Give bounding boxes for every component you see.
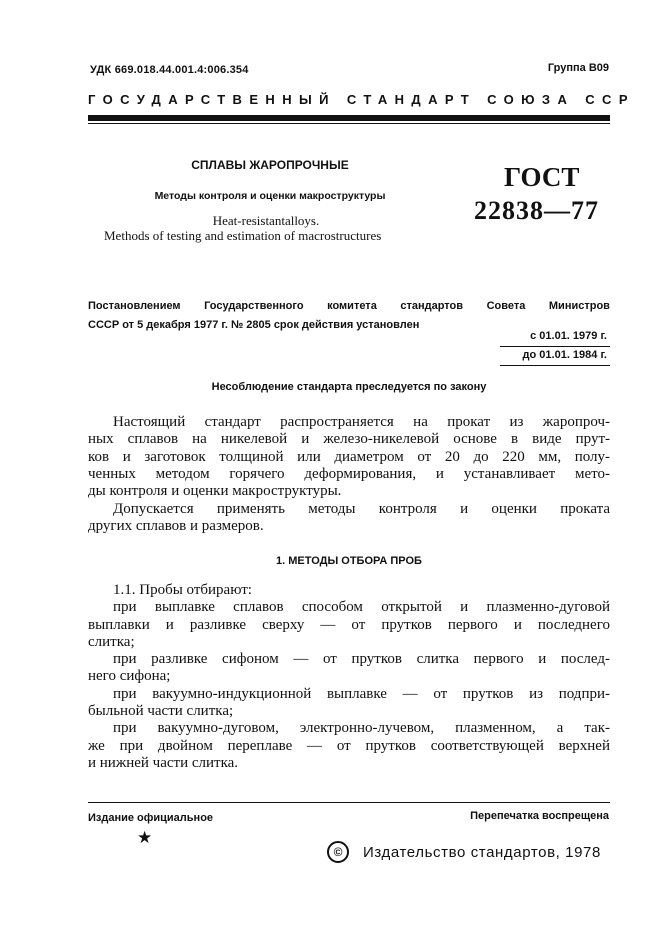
decree-word: комитета	[327, 300, 377, 312]
publisher-line	[327, 841, 601, 863]
text-line: быльной части слитка;	[88, 703, 234, 720]
header-rule-thick	[88, 115, 610, 121]
gost-number: 22838—77	[474, 196, 599, 225]
valid-from-underline	[500, 346, 610, 347]
decree-line-1	[88, 297, 610, 316]
section-1-title: 1. МЕТОДЫ ОТБОРА ПРОБ	[276, 555, 422, 567]
decree-line-2: СССР от 5 декабря 1977 г. № 2805 срок действия установлен	[88, 319, 420, 331]
valid-to-underline	[500, 365, 610, 366]
text-line: ков и заготовок толщиной или диаметром от 20 до 220 мм, полу-	[88, 448, 610, 465]
intro-paragraph-1	[88, 414, 610, 500]
star-icon: ★	[137, 828, 153, 847]
decree-word: Министров	[548, 300, 610, 312]
text-line: выплавки и разливке сверху — от прутков первого и последнего	[88, 616, 610, 633]
decree-word: Совета	[486, 300, 526, 312]
text-line: Допускается применять методы контроля и оценки проката	[113, 501, 610, 517]
text-line: при выплавке сплавов способом открытой и плазменно-дуговой	[113, 599, 610, 616]
document-title: СПЛАВЫ ЖАРОПРОЧНЫЕ	[191, 158, 349, 172]
text-line: Настоящий стандарт распространяется на прокат из жаропроч-	[113, 414, 610, 430]
footer-rule	[88, 802, 610, 803]
official-edition: Издание официальное	[88, 812, 214, 824]
law-notice: Несоблюдение стандарта преследуется по закону	[211, 381, 487, 393]
state-standard-heading: ГОСУДАРСТВЕННЫЙ СТАНДАРТ СОЮЗА ССР	[88, 92, 635, 107]
section-item-heading: 1.1. Пробы отбирают:	[113, 582, 252, 598]
english-title-line-1: Heat-resistantalloys.	[212, 213, 320, 228]
copyright-icon: ©	[327, 841, 349, 863]
decree-word: стандартов	[400, 300, 464, 312]
publisher-name: Издательство стандартов, 1978	[363, 843, 601, 861]
document-subtitle: Методы контроля и оценки макроструктуры	[154, 190, 386, 202]
valid-from-date: с 01.01. 1979 г.	[530, 330, 607, 342]
decree-word: Постановлением	[88, 300, 181, 312]
english-title-line-2: Methods of testing and estimation of macrostructures	[104, 228, 382, 243]
udk-code: УДК 669.018.44.001.4:006.354	[90, 64, 249, 76]
text-line: при разливке сифоном — от прутков слитка первого и послед-	[113, 651, 610, 668]
text-line: ды контроля и оценки макроструктуры.	[88, 483, 342, 500]
valid-to-date: до 01.01. 1984 г.	[522, 349, 607, 361]
decree-word: Государственного	[204, 300, 304, 312]
text-line: при вакуумно-дуговом, электронно-лучевом, плазменном, а так-	[113, 720, 610, 737]
text-line: ченных методом горячего деформирования, и устанавливает мето-	[88, 465, 610, 482]
text-line: него сифона;	[88, 668, 171, 685]
section-1-body	[88, 582, 610, 772]
text-line: и нижней части слитка.	[88, 754, 239, 771]
header-rule-thin	[88, 123, 610, 124]
text-line: при вакуумно-индукционной выплавке — от прутков из подпри-	[113, 685, 610, 702]
reprint-notice: Перепечатка воспрещена	[470, 810, 609, 822]
group-code: Группа В09	[547, 62, 609, 74]
text-line: других сплавов и размеров.	[88, 518, 264, 535]
text-line: слитка;	[88, 633, 135, 650]
intro-paragraph-2	[88, 501, 610, 536]
text-line: ных сплавов на никелевой и железо-никелевой основе в виде прут-	[88, 431, 610, 448]
text-line: же при двойном переплаве — от прутков соответствующей верхней	[88, 737, 610, 754]
gost-label: ГОСТ	[504, 162, 580, 192]
